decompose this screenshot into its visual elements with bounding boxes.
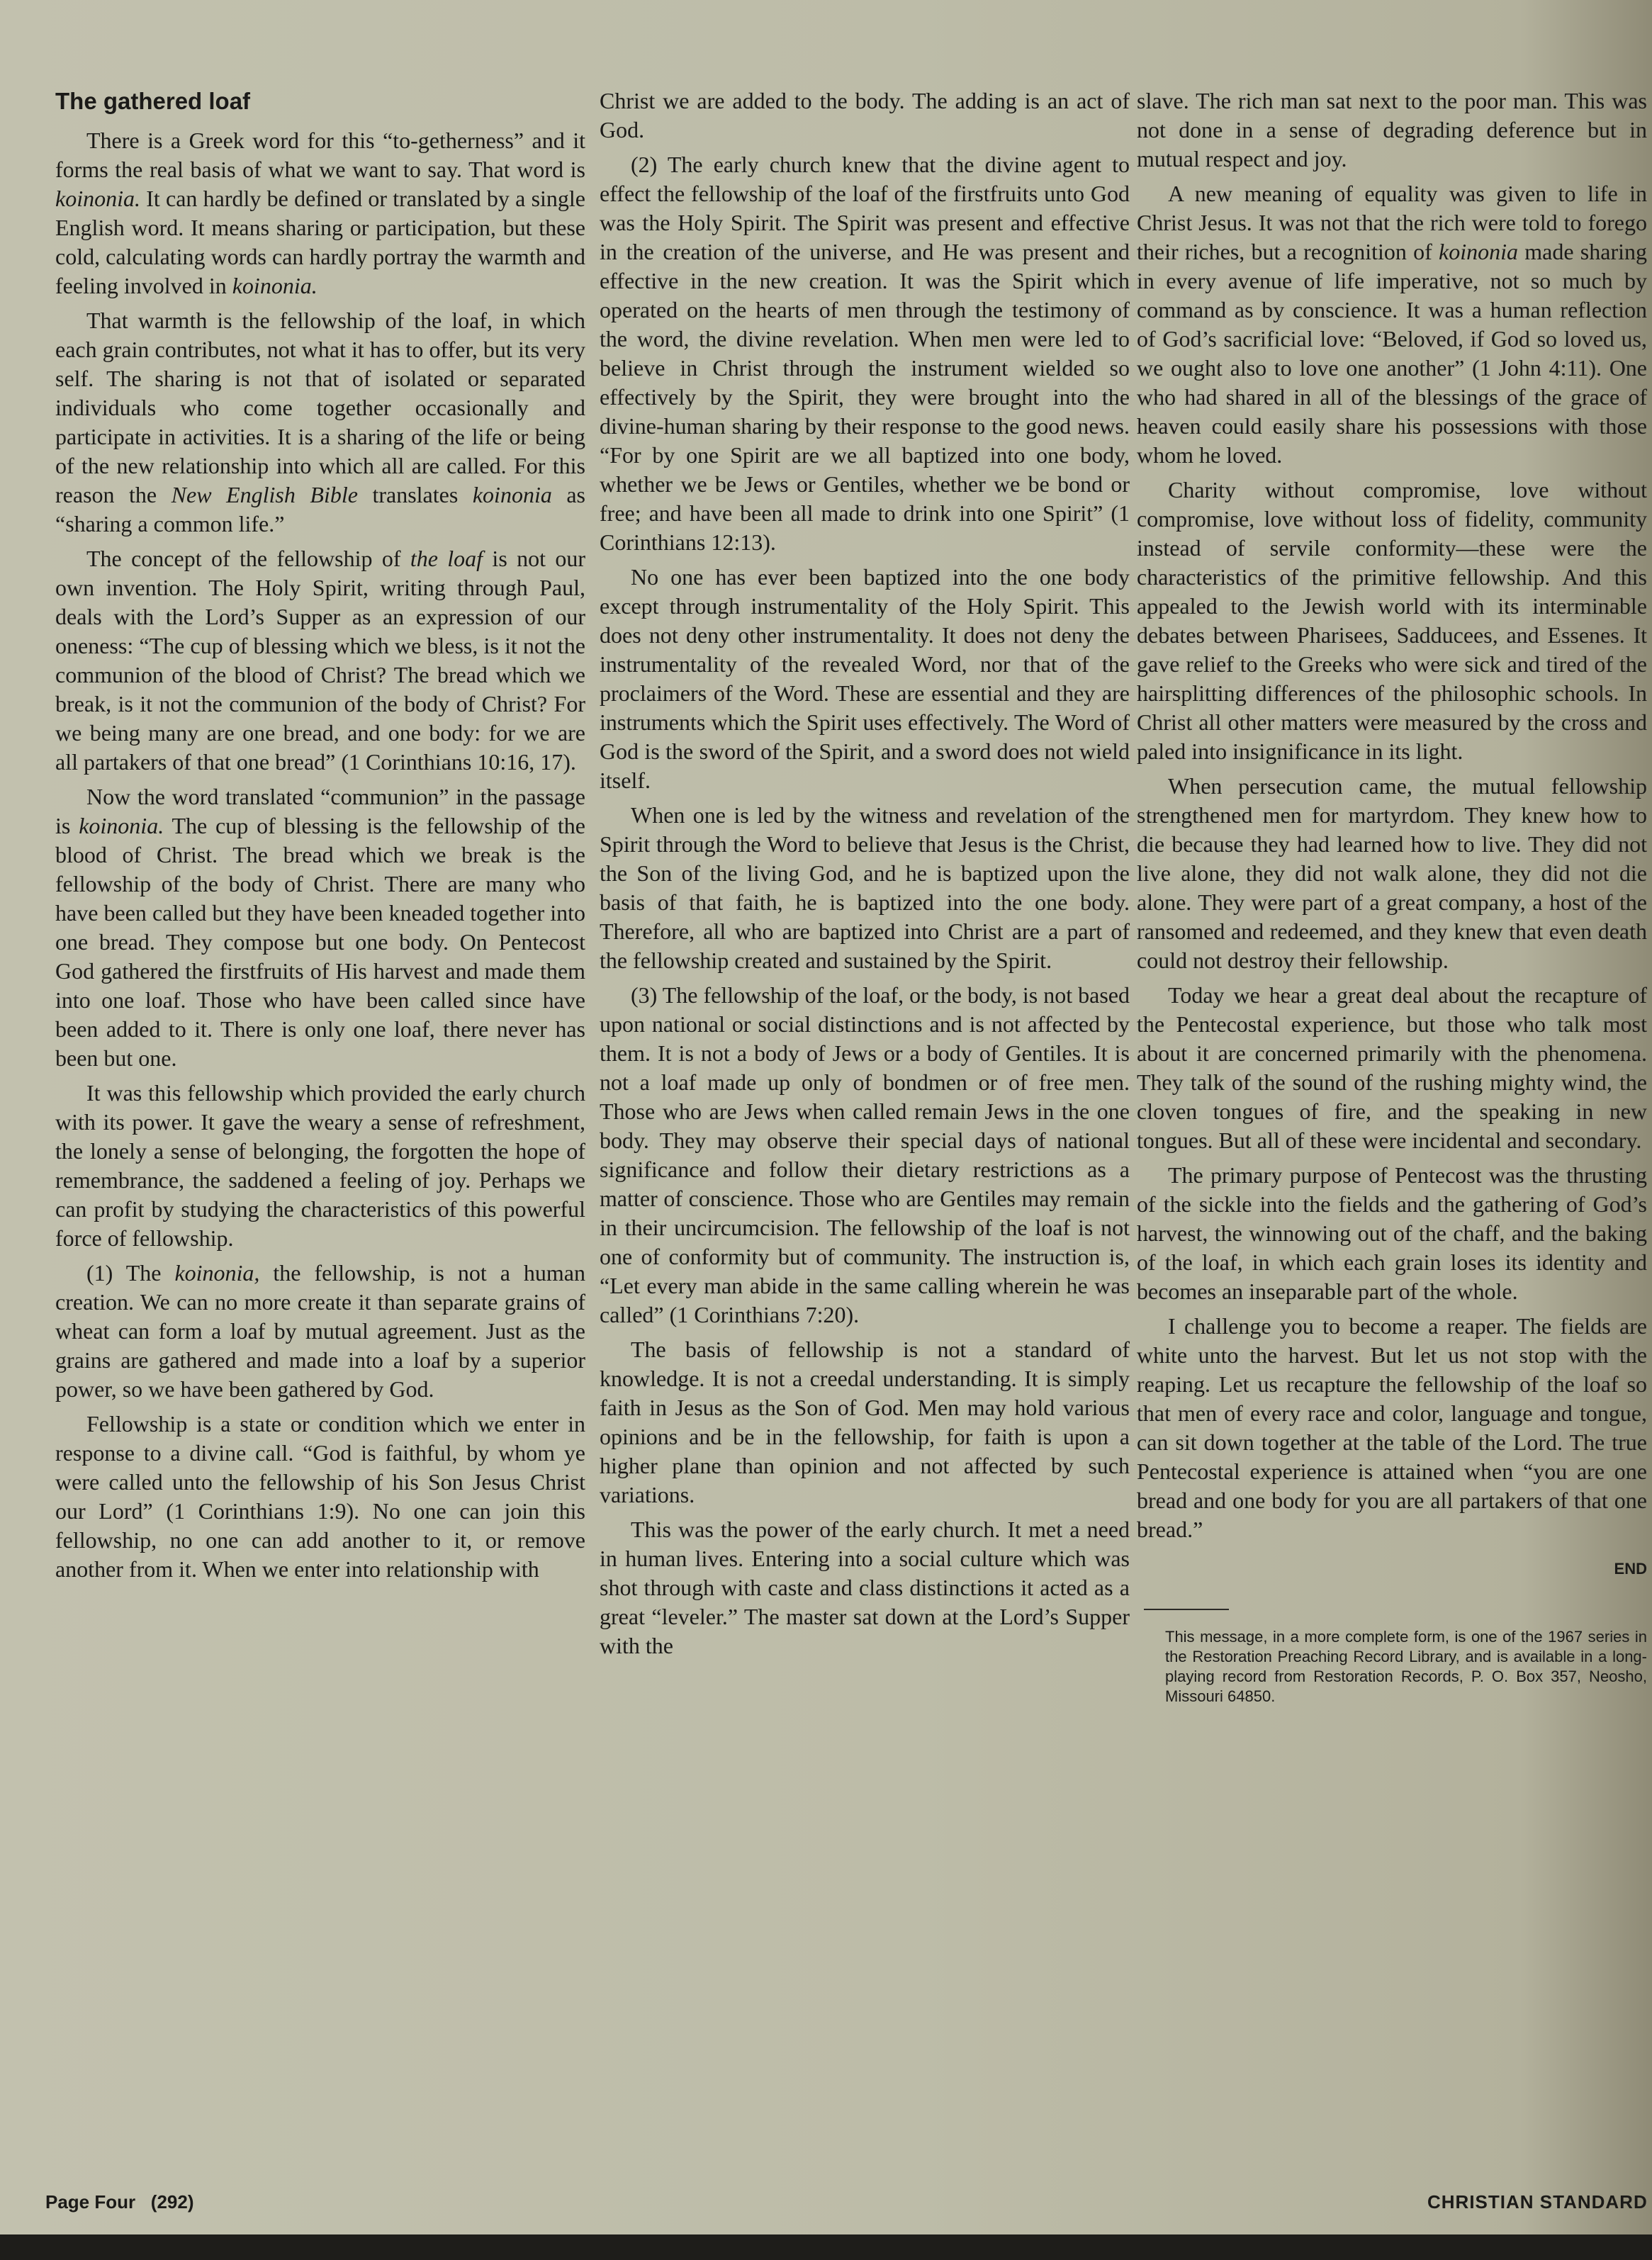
paragraph: (2) The early church knew that the divine agent to effect the fellowship of the loaf of the firstfruits unto God was the Holy Spirit. The Spirit was present and effective in the creation of the universe, and He was present and effective in the new creation. It was the Spirit which operated on the hearts of men through the testimony of the word, the divine revelation. When men were led to believe in Christ through the instrument wielded so effectively by the Spirit, they were brought into the divine-human sharing by their response to the good news. “For by one Spirit are we all baptized into one body, whether we be Jews or Gentiles, whether we be bond or free; and have been all made to drink into one Spirit” (1 Corinthians 12:13).	[600, 152, 1130, 555]
paragraph: When one is led by the witness and revelation of the Spirit through the Word to believe that Jesus is the Christ, the Son of the living God, and he is baptized upon the basis of that faith, he is baptized into the one body. Therefore, all who are baptized into Christ are a part of the fellowship created and sustained by the Spirit.	[600, 802, 1130, 973]
page-number: Page Four (292)	[45, 2191, 194, 2213]
italic-text: koinonia.	[79, 813, 164, 838]
italic-text: koinonia	[1439, 239, 1519, 264]
italic-text: koinonia	[472, 482, 552, 507]
footnote: This message, in a more complete form, is one of the 1967 series in the Restoration Preaching Record Library, and is available in a long-playing record from Restoration Records, P. O. Box 357, Neosho, Missouri 64850.	[1165, 1628, 1647, 1705]
paragraph: (1) The koinonia, the fellowship, is not a human creation. We can no more create it than separate grains of wheat can form a loaf by mutual agreement. Just as the grains are gathered and made into a loaf by a superior power, so we have been gathered by God.	[55, 1260, 585, 1402]
paragraph: A new meaning of equality was given to life in Christ Jesus. It was not that the rich were told to forego their riches, but a recognition of koinonia made sharing in every avenue of life imperative, not so much by command as by conscience. It was a human reflection of God’s sacrificial love: “Beloved, if God so loved us, we ought also to love one another” (1 John 4:11). One who had shared in all of the blessings of the grace of heaven could easily share his possessions with those whom he loved.	[1137, 181, 1648, 468]
paragraph: slave. The rich man sat next to the poor man. This was not done in a sense of degrading deference but in mutual respect and joy.	[1137, 88, 1647, 172]
column-1-paragraphs	[55, 126, 585, 1584]
paragraph: There is a Greek word for this “to-getherness” and it forms the real basis of what we want to say. That word is koinonia. It can hardly be defined or translated by a single English word. It means sharing or participation, but these cold, calculating words can hardly portray the warmth and feeling involved in koinonia.	[55, 128, 585, 298]
paragraph: This was the power of the early church. It met a need in human lives. Entering into a social culture which was shot through with caste and class distinctions it acted as a great “leveler.” The master sat down at the Lord’s Supper with the	[600, 1517, 1130, 1658]
column-3-paragraphs	[1137, 86, 1647, 1544]
italic-text: the loaf	[410, 546, 483, 571]
column-2-paragraphs	[600, 86, 1130, 1660]
italic-text: koinonia.	[55, 186, 140, 211]
paragraph: I challenge you to become a reaper. The fields are white unto the harvest. But let us not stop with the reaping. Let us recapture the fellowship of the loaf so that men of every race and color, language and tongue, can sit down together at the table of the Lord. The true Pentecostal experience is attained when “you are one bread and one body for you are all partakers of that one bread.”	[1137, 1313, 1647, 1542]
article-heading: The gathered loaf	[55, 88, 251, 114]
magazine-title: CHRISTIAN STANDARD	[1427, 2191, 1648, 2213]
end-mark: END	[1614, 1560, 1647, 1578]
paragraph: Christ we are added to the body. The adding is an act of God.	[600, 88, 1130, 142]
paragraph: The concept of the fellowship of the loaf is not our own invention. The Holy Spirit, writing through Paul, deals with the Lord’s Supper as an expression of our oneness: “The cup of blessing which we bless, is it not the communion of the blood of Christ? The bread which we break, is it not the communion of the body of Christ? For we being many are one bread, and one body: for we are all partakers of that one bread” (1 Corinthians 10:16, 17).	[55, 546, 586, 775]
paragraph: No one has ever been baptized into the one body except through instrumentality of the Holy Spirit. This does not deny other instrumentality. It does not deny the instrumentality of the revealed Word, nor that of the proclaimers of the Word. These are essential and they are instruments which the Spirit uses effectively. The Word of God is the sword of the Spirit, and a sword does not wield itself.	[600, 564, 1130, 793]
italic-text: koinonia,	[174, 1260, 260, 1286]
paragraph: The primary purpose of Pentecost was the thrusting of the sickle into the fields and the gathering of God’s harvest, the winnowing out of the chaff, and the baking of the loaf, in which each grain loses its identity and becomes an inseparable part of the whole.	[1137, 1162, 1647, 1304]
italic-text: koinonia.	[232, 273, 318, 298]
paragraph: Today we hear a great deal about the recapture of the Pentecostal experience, but those who talk most about it are concerned primarily with the phenomena. They talk of the sound of the rushing mighty wind, the cloven tongues of fire, and the speaking in new tongues. But all of these were incidental and secondary.	[1137, 982, 1647, 1153]
paragraph: That warmth is the fellowship of the loaf, in which each grain contributes, not what it has to offer, but its very self. The sharing is not that of isolated or separated individuals who come together occasionally and participate in activities. It is a sharing of the life or being of the new relationship into which all are called. For this reason the New English Bible translates koinonia as “sharing a common life.”	[55, 308, 586, 536]
italic-text: New English Bible	[171, 482, 358, 507]
paragraph: It was this fellowship which provided the early church with its power. It gave the weary a sense of refreshment, the lonely a sense of belonging, the forgotten the hope of remembrance, the saddened a feeling of joy. Perhaps we can profit by studying the characteristics of this powerful force of fellowship.	[55, 1080, 585, 1251]
column-1	[55, 86, 585, 1590]
paragraph: (3) The fellowship of the loaf, or the body, is not based upon national or social distinctions and is not affected by them. It is not a body of Jews or a body of Gentiles. It is not a loaf made up only of bondmen or of free men. Those who are Jews when called remain Jews in the one body. They may observe their special days of national significance and follow their dietary restrictions as a matter of conscience. Those who are Gentiles may remain in their uncircumcision. The fellowship of the loaf is not one of conformity but of community. The instruction is, “Let every man abide in the same calling wherein he was called” (1 Corinthians 7:20).	[600, 982, 1130, 1327]
paragraph: Charity without compromise, love without compromise, love without loss of fidelity, community instead of servile conformity—these were the characteristics of the primitive fellowship. And this appealed to the Jewish world with its interminable debates between Pharisees, Sadducees, and Essenes. It gave relief to the Greeks who were sick and tired of the hairsplitting differences of the philosophic schools. In Christ all other matters were measured by the cross and paled into insignificance in its light.	[1137, 477, 1647, 764]
scan-bottom-edge	[0, 2234, 1652, 2260]
column-2	[600, 86, 1130, 1666]
paragraph: The basis of fellowship is not a standard of knowledge. It is not a creedal understanding. It is simply faith in Jesus as the Son of God. Men may hold various opinions and be in the fellowship, for faith is upon a higher plane than opinion and not affected by such variations.	[600, 1337, 1130, 1507]
paragraph: Fellowship is a state or condition which we enter in response to a divine call. “God is faithful, by whom ye were called unto the fellowship of his Son Jesus Christ our Lord” (1 Corinthians 1:9). No one can join this fellowship, no one can add another to it, or remove another from it. When we enter into relationship with	[55, 1411, 585, 1582]
paragraph: Now the word translated “communion” in the passage is koinonia. The cup of blessing is the fellowship of the blood of Christ. The bread which we break is the fellowship of the body of Christ. There are many who have been called but they have been kneaded together into one bread. They compose but one body. On Pentecost God gathered the firstfruits of His harvest and made them into one loaf. Those who have been called since have been added to it. There is only one loaf, there never has been but one.	[55, 784, 586, 1071]
paragraph: When persecution came, the mutual fellowship strengthened men for martyrdom. They knew how to die because they had learned how to live. They did not live alone, they did not walk alone, they did not die alone. They were part of a great company, a host of the ransomed and redeemed, and they knew that even death could not destroy their fellowship.	[1137, 773, 1647, 973]
footnote-divider	[1144, 1609, 1229, 1610]
column-3	[1137, 86, 1647, 1707]
